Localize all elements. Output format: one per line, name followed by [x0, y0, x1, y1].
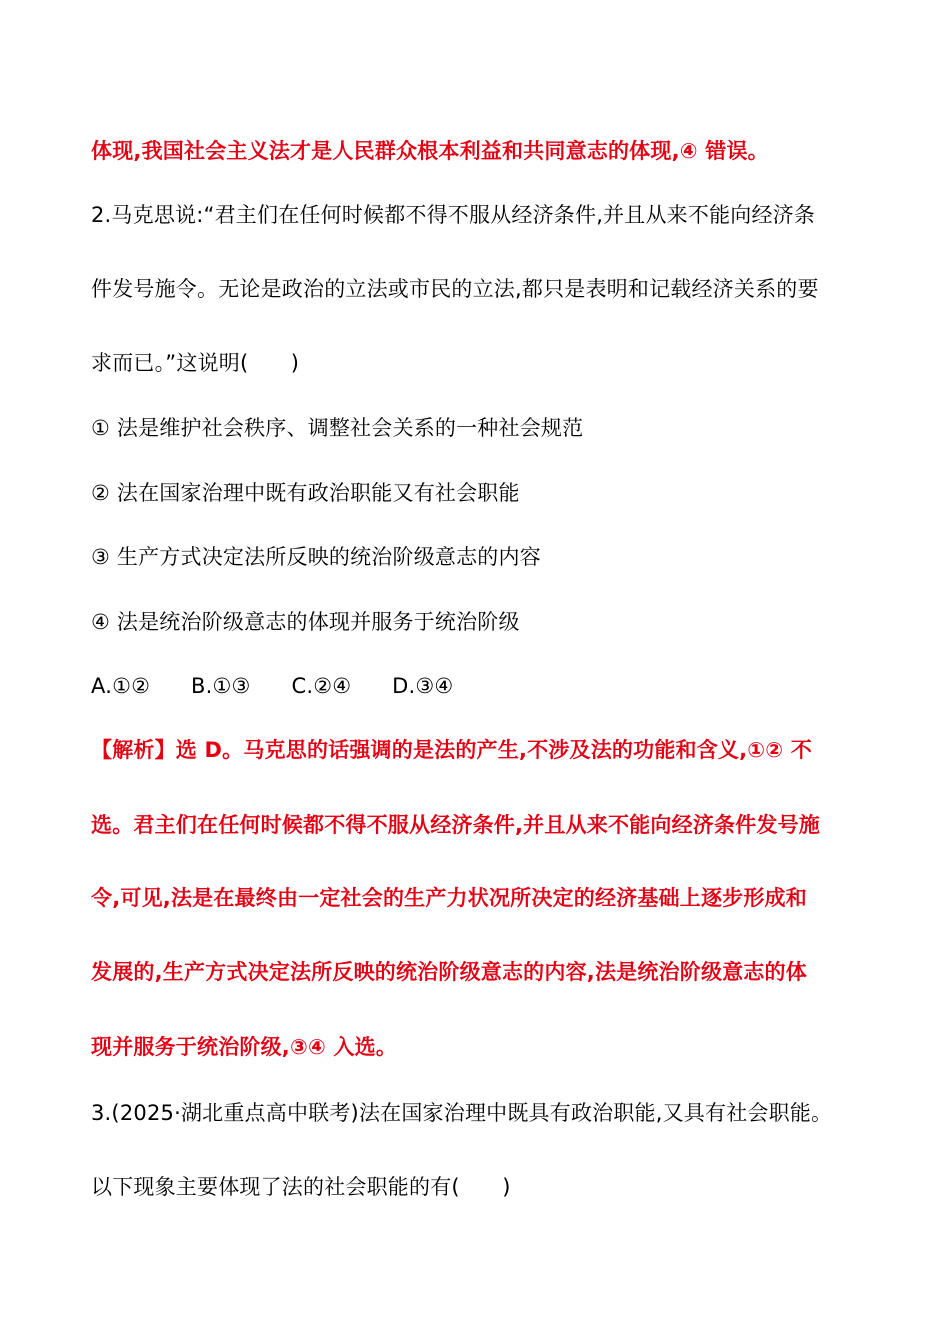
question-2-analysis-line-4: 发展的,生产方式决定法所反映的统治阶级意志的内容,法是统治阶级意志的体: [91, 960, 807, 984]
prev-analysis-line: 体现,我国社会主义法才是人民群众根本利益和共同意志的体现,④ 错误。: [91, 139, 769, 163]
question-3-stem-line-2: 以下现象主要体现了法的社会职能的有( ): [91, 1175, 511, 1199]
question-2-stem-line-3: 求而已。”这说明( ): [91, 351, 300, 375]
question-2-analysis-line-3: 令,可见,法是在最终由一定社会的生产力状况所决定的经济基础上逐步形成和: [91, 886, 807, 910]
question-2-analysis-line-5: 现并服务于统治阶级,③④ 入选。: [91, 1035, 398, 1059]
option-c: C.②④: [291, 674, 352, 698]
option-a: A.①②: [91, 674, 151, 698]
question-2-analysis-line-1: 【解析】选 D。马克思的话强调的是法的产生,不涉及法的功能和含义,①② 不: [91, 738, 812, 762]
question-2-statement-1: ① 法是维护社会秩序、调整社会关系的一种社会规范: [91, 416, 584, 440]
question-3-stem-line-1: 3.(2025·湖北重点高中联考)法在国家治理中既具有政治职能,又具有社会职能。: [91, 1101, 833, 1125]
question-2-options: [91, 671, 453, 701]
question-2-stem-line-2: 件发号施令。无论是政治的立法或市民的立法,都只是表明和记载经济关系的要: [91, 277, 819, 301]
question-2-statement-2: ② 法在国家治理中既有政治职能又有社会职能: [91, 481, 520, 505]
question-2-analysis-line-2: 选。君主们在任何时候都不得不服从经济条件,并且从来不能向经济条件发号施: [91, 813, 820, 837]
option-d: D.③④: [392, 674, 454, 698]
question-2-statement-4: ④ 法是统治阶级意志的体现并服务于统治阶级: [91, 610, 520, 634]
option-b: B.①③: [191, 674, 251, 698]
question-2-stem-line-1: 2.马克思说:“君主们在任何时候都不得不服从经济条件,并且从来不能向经济条: [91, 203, 816, 227]
question-2-statement-3: ③ 生产方式决定法所反映的统治阶级意志的内容: [91, 545, 541, 569]
